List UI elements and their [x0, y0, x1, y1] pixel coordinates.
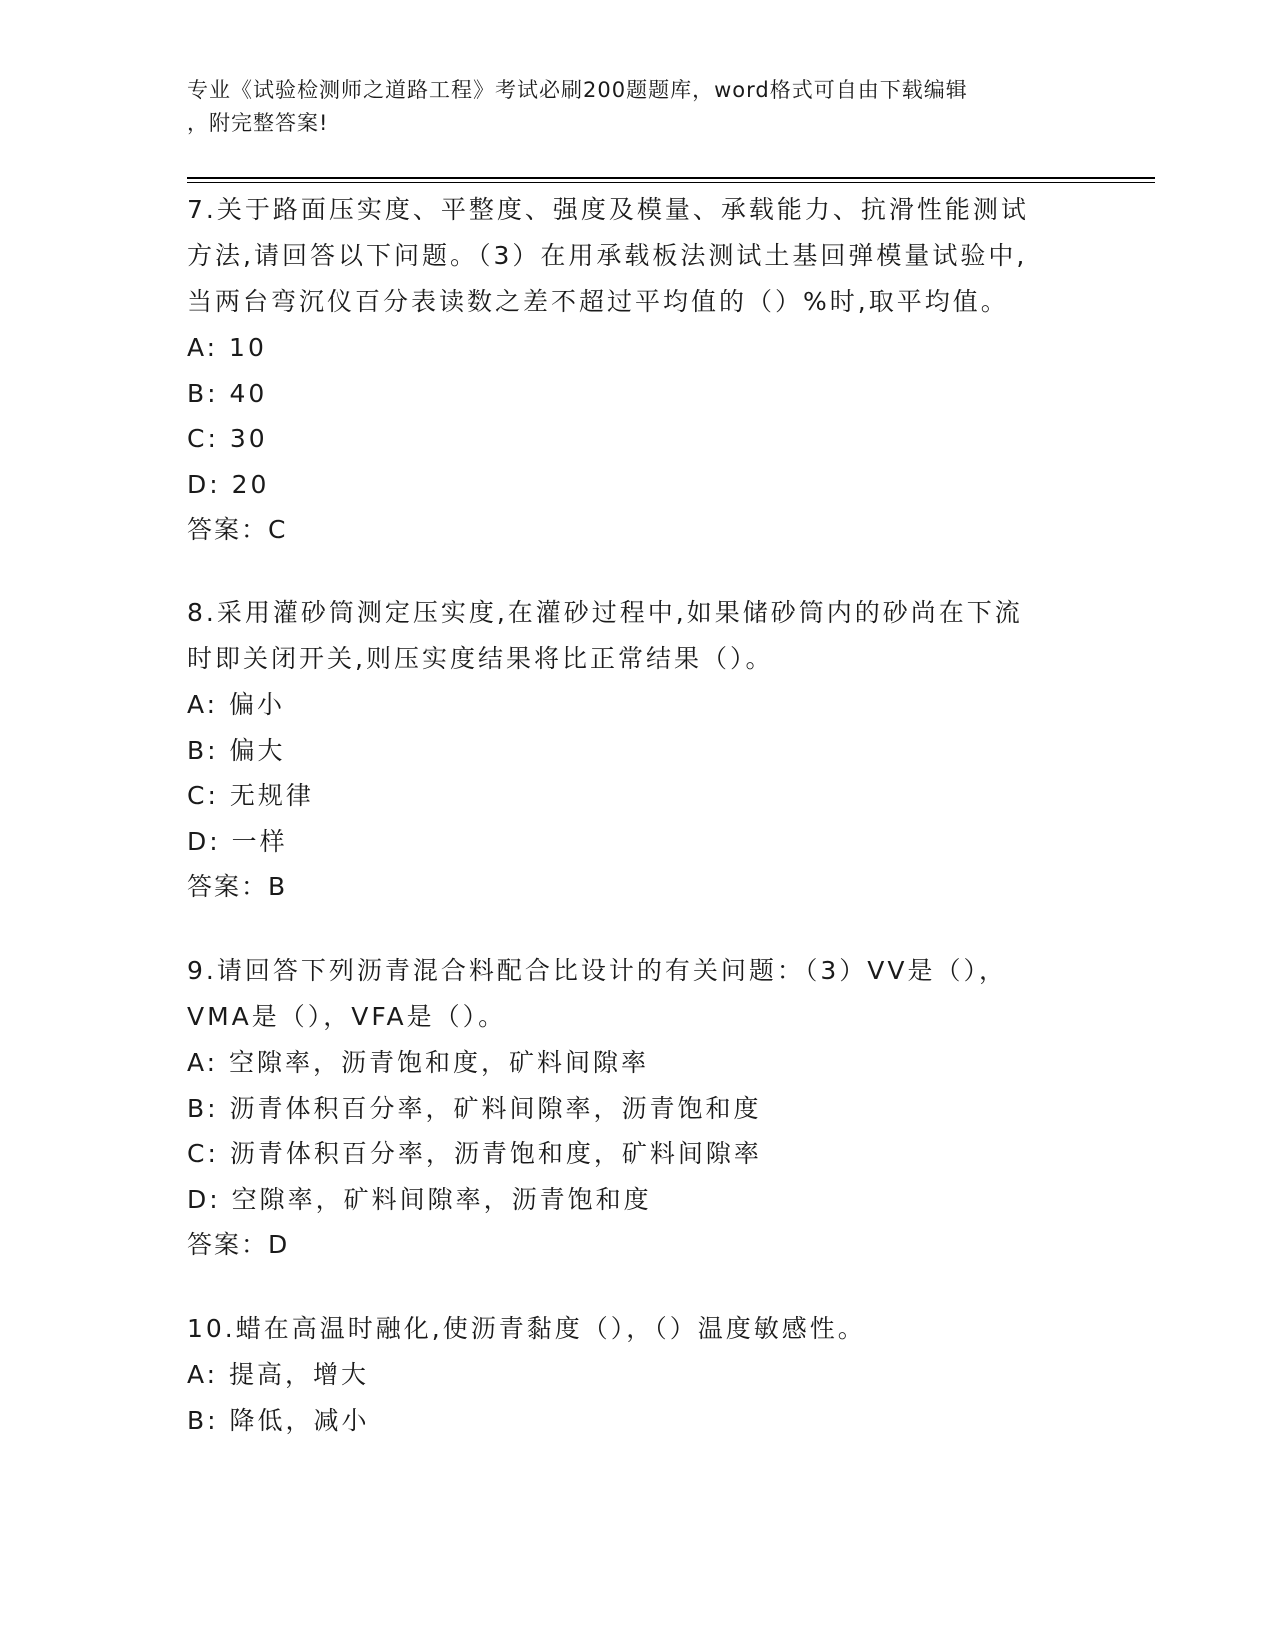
answer-label: 答案： [187, 872, 269, 901]
question-text-line: 10.蜡在高温时融化,使沥青黏度（），（）温度敏感性。 [187, 1314, 866, 1343]
answer-value: C [268, 515, 288, 544]
answer [187, 864, 1087, 910]
question-9 [187, 948, 1087, 1268]
option-a: A: 空隙率，沥青饱和度，矿料间隙率 [187, 1048, 650, 1077]
answer-value: B [268, 872, 288, 901]
option-d: D: 一样 [187, 826, 288, 856]
option-c: C: 无规律 [187, 781, 314, 810]
option-b: B: 沥青体积百分率，矿料间隙率，沥青饱和度 [187, 1093, 762, 1123]
answer-label: 答案： [187, 1230, 269, 1259]
header-divider-thin [187, 182, 1155, 183]
option-b: B: 降低，减小 [187, 1405, 370, 1435]
question-10 [187, 1306, 1087, 1443]
option-b: B: 40 [187, 378, 268, 408]
header-line-2: ，附完整答案! [187, 111, 329, 135]
question-text-line: VMA是（），VFA是（）。 [187, 1002, 507, 1031]
question-text-line: 当两台弯沉仪百分表读数之差不超过平均值的（）%时,取平均值。 [187, 287, 1009, 316]
option-d: D: 20 [187, 469, 270, 499]
question-7 [187, 187, 1087, 553]
option-b: B: 偏大 [187, 735, 286, 765]
answer [187, 507, 1087, 553]
question-text-line: 方法,请回答以下问题。（3）在用承载板法测试土基回弹模量试验中, [187, 241, 1028, 270]
question-8 [187, 590, 1087, 910]
header-line-1: 专业《试验检测师之道路工程》考试必刷200题题库，word格式可自由下载编辑 [187, 78, 968, 102]
option-a: A: 提高，增大 [187, 1360, 370, 1389]
option-a: A: 10 [187, 333, 267, 362]
header-divider-thick [187, 177, 1155, 179]
document-header [187, 74, 1067, 140]
answer-label: 答案： [187, 515, 269, 544]
option-c: C: 沥青体积百分率，沥青饱和度，矿料间隙率 [187, 1139, 762, 1168]
option-c: C: 30 [187, 424, 268, 453]
option-a: A: 偏小 [187, 690, 286, 719]
answer-value: D [268, 1230, 290, 1259]
answer [187, 1222, 1087, 1268]
question-text-line: 7.关于路面压实度、平整度、强度及模量、承载能力、抗滑性能测试 [187, 195, 1029, 224]
question-text-line: 9.请回答下列沥青混合料配合比设计的有关问题：（3）VV是（）， [187, 956, 1007, 985]
option-d: D: 空隙率，矿料间隙率，沥青饱和度 [187, 1184, 652, 1214]
question-text-line: 8.采用灌砂筒测定压实度,在灌砂过程中,如果储砂筒内的砂尚在下流 [187, 598, 1023, 627]
question-text-line: 时即关闭开关,则压实度结果将比正常结果（）。 [187, 644, 774, 673]
